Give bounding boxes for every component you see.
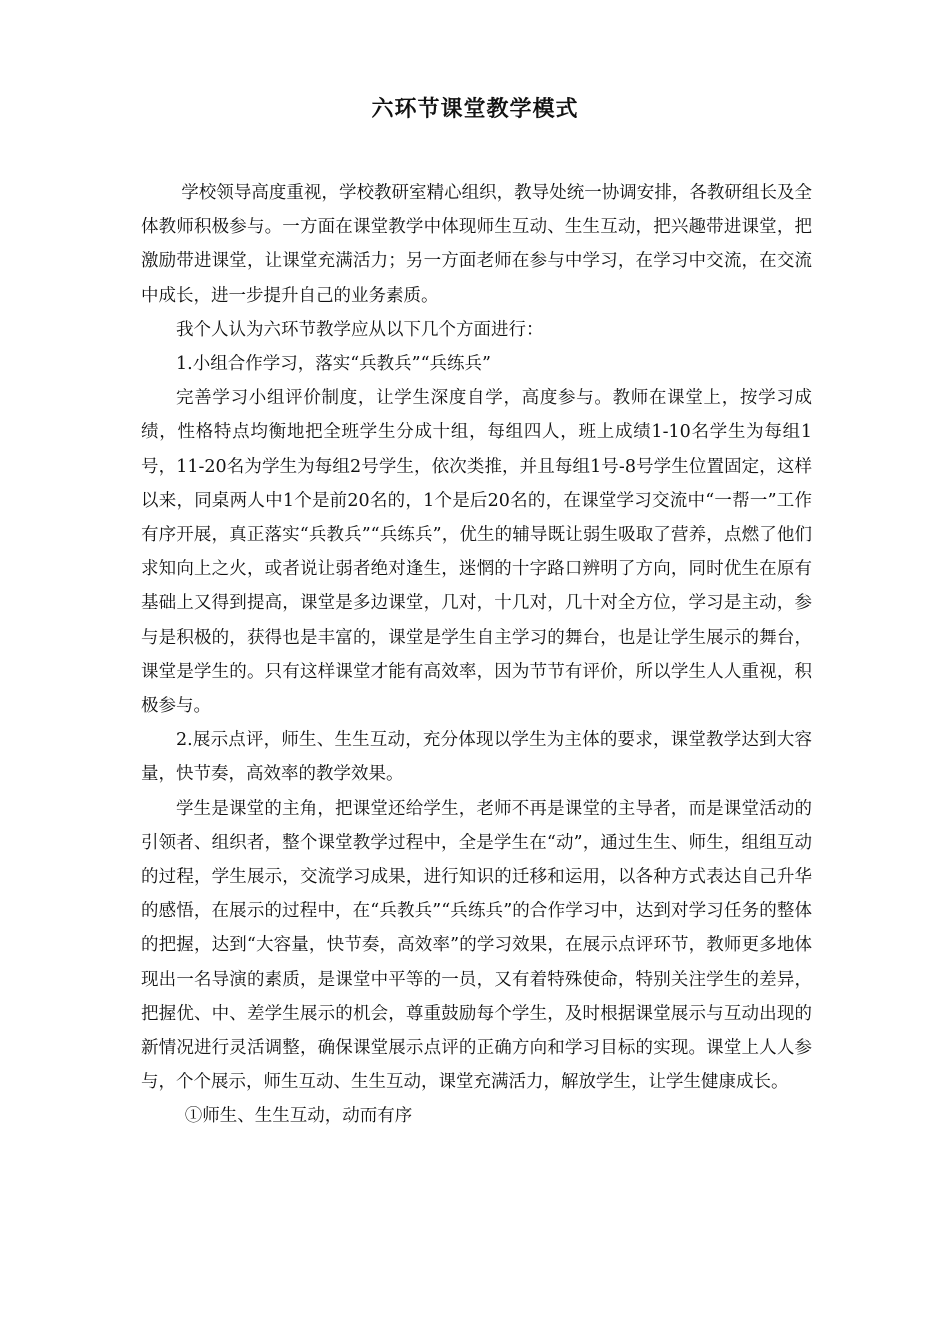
section-heading-2: 2.展示点评，师生、生生互动，充分体现以学生为主体的要求，课堂教学达到大容量，快节奏，高效率的教学效果。 <box>141 730 812 785</box>
subsection-item-1: ①师生、生生互动，动而有序 <box>184 1106 413 1127</box>
document-body <box>141 176 812 1134</box>
paragraph-group-learning: 完善学习小组评价制度，让学生深度自学，高度参与。教师在课堂上，按学习成绩，性格特点均衡地把全班学生分成十组，每组四人，班上成绩1-10名学生为每组1号，11-20名为学生为每组2号学生，依次类推，并且每组1号-8号学生位置固定，这样以来，同桌两人中1个是前20名的，1个是后20名的，在课堂学习交流中“一帮一”工作有序开展，真正落实“兵教兵”“兵练兵”，优生的辅导既让弱生吸取了营养，点燃了他们求知向上之火，或者说让弱者绝对逢生，迷惘的十字路口辨明了方向，同时优生在原有基础上又得到提高，课堂是多边课堂，几对，十几对，几十对全方位，学习是主动，参与是积极的，获得也是丰富的，课堂是学生自主学习的舞台，也是让学生展示的舞台，课堂是学生的。只有这样课堂才能有高效率，因为节节有评价，所以学生人人重视，积极参与。 <box>141 388 812 717</box>
document-title: 六环节课堂教学模式 <box>371 96 579 122</box>
paragraph-student-centered: 学生是课堂的主角，把课堂还给学生，老师不再是课堂的主导者，而是课堂活动的引领者、组织者，整个课堂教学过程中，全是学生在“动”，通过生生、师生，组组互动的过程，学生展示，交流学习成果，进行知识的迁移和运用，以各种方式表达自己升华的感悟，在展示的过程中，在“兵教兵”“兵练兵”的合作学习中，达到对学习任务的整体的把握，达到“大容量，快节奏，高效率”的学习效果，在展示点评环节，教师更多地体现出一名导演的素质，是课堂中平等的一员，又有着特殊使命，特别关注学生的差异，把握优、中、差学生展示的机会，尊重鼓励每个学生，及时根据课堂展示与互动出现的新情况进行灵活调整，确保课堂展示点评的正确方向和学习目标的实现。课堂上人人参与，个个展示，师生互动、生生互动，课堂充满活力，解放学生，让学生健康成长。 <box>141 798 812 1093</box>
section-heading-1: 1.小组合作学习，落实“兵教兵”“兵练兵” <box>176 354 491 375</box>
paragraph-opinion: 我个人认为六环节教学应从以下几个方面进行： <box>176 319 544 340</box>
paragraph-intro: 学校领导高度重视，学校教研室精心组织，教导处统一协调安排，各教研组长及全体教师积极参与。一方面在课堂教学中体现师生互动、生生互动，把兴趣带进课堂，把激励带进课堂，让课堂充满活力；另一方面老师在参与中学习，在学习中交流，在交流中成长，进一步提升自己的业务素质。 <box>141 183 812 306</box>
